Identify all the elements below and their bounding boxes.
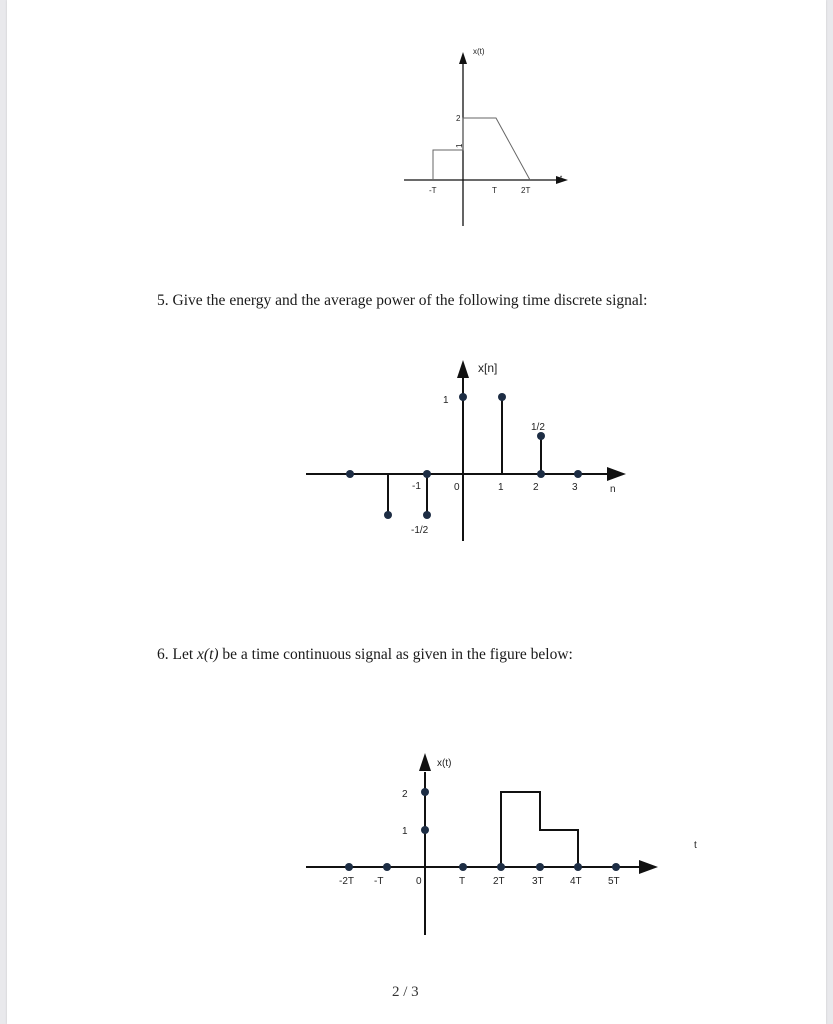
figure3-marker-minus-2t: [345, 863, 353, 871]
figure2-tick-minus1: -1: [412, 481, 421, 492]
figure3-tick-y2: 2: [402, 789, 408, 800]
question6-suffix: be a time continuous signal as given in the figure below:: [218, 646, 573, 663]
figure3-marker-5t: [612, 863, 620, 871]
figure3-tick-minus-t: -T: [374, 876, 384, 887]
figure1-tick-y2: 2: [456, 114, 461, 123]
figure2-tick-1: 1: [498, 482, 504, 493]
figure2-tick-3: 3: [572, 482, 578, 493]
figure3-tick-minus-2t: -2T: [339, 876, 354, 887]
question6-prefix: 6. Let: [157, 646, 198, 663]
question5-text: 5. Give the energy and the average power of the following time discrete signal:: [157, 292, 648, 309]
figure1-y-label: x(t): [473, 47, 485, 56]
figure3-tick-y1: 1: [402, 826, 408, 837]
figure2-x-label: n: [610, 484, 616, 495]
figure2-y-label: x[n]: [478, 361, 498, 375]
figure3-tick-5t: 5T: [608, 876, 620, 887]
figure3-signal-curve: [501, 792, 578, 867]
figure3-tick-3t: 3T: [532, 876, 544, 887]
figure3-tick-t: T: [459, 876, 466, 887]
question6-math: x(t): [197, 646, 219, 663]
figure3-marker-t: [459, 863, 467, 871]
figure3-marker-y2: [421, 788, 429, 796]
figure3-marker-4t: [574, 863, 582, 871]
figure2-tick-0: 0: [454, 482, 460, 493]
figure3-tick-0: 0: [416, 876, 422, 887]
figure2-value-1: 1: [443, 395, 449, 406]
figure1-tick-minus-t: -T: [429, 186, 437, 195]
figure3-marker-minus-t: [383, 863, 391, 871]
figure1-x-label: t: [560, 174, 563, 183]
figure3-y-label: x(t): [437, 758, 452, 769]
figure3-x-label: t: [694, 840, 697, 851]
figure2-value-half: 1/2: [531, 422, 545, 433]
figure3-tick-2t: 2T: [493, 876, 505, 887]
figure1-tick-y1: 1: [455, 143, 464, 148]
figure3-marker-y1: [421, 826, 429, 834]
figure3-x-arrow-icon: [639, 860, 658, 874]
figure1-tick-2t: 2T: [521, 186, 531, 195]
figure3-y-arrow-icon: [419, 753, 431, 771]
figure2-value-minus-half: -1/2: [411, 525, 429, 536]
page-number: 2 / 3: [392, 984, 419, 1000]
figure2-tick-2: 2: [533, 482, 539, 493]
figure3-marker-2t: [497, 863, 505, 871]
figure3-tick-4t: 4T: [570, 876, 582, 887]
figure1-tick-t: T: [492, 186, 497, 195]
figure3-marker-3t: [536, 863, 544, 871]
